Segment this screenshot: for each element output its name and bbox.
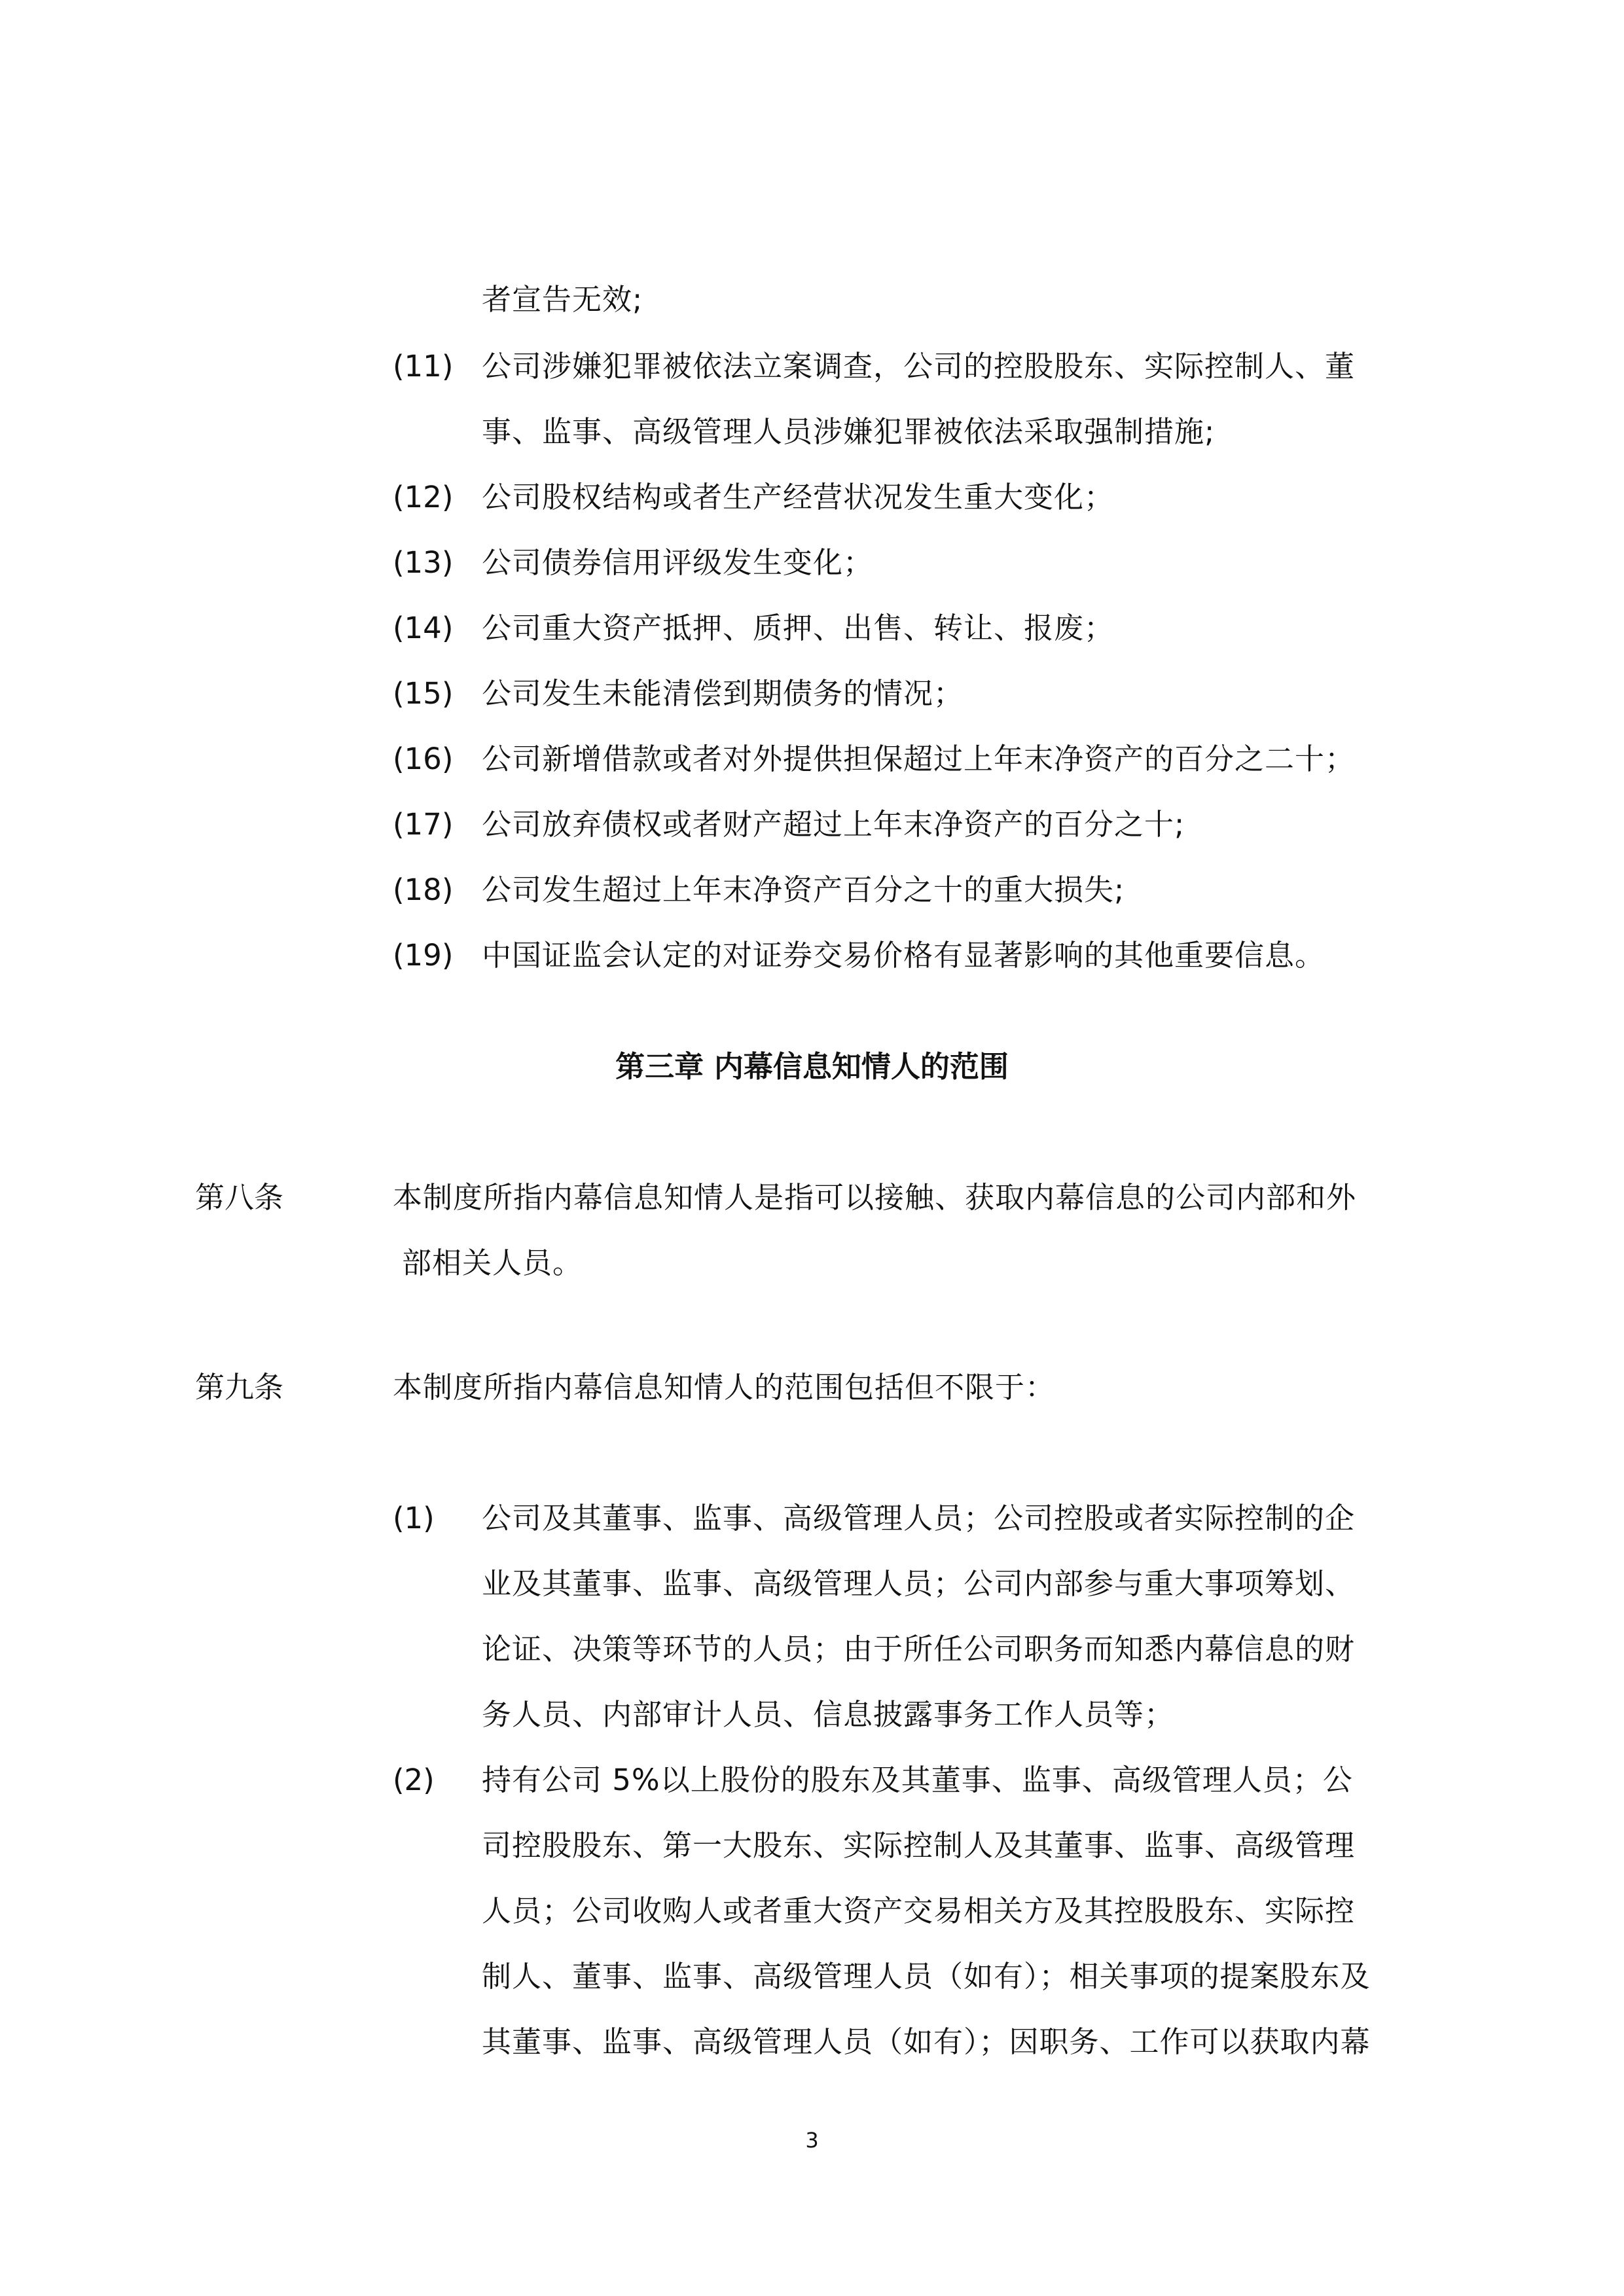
list-item-number: (19) <box>393 938 454 973</box>
article-label: 第九条 <box>195 1370 284 1405</box>
list-item-number: (2) <box>393 1763 435 1797</box>
page-number: 3 <box>805 2128 819 2153</box>
list-item-number: (13) <box>393 545 454 580</box>
list-item-number: (18) <box>393 872 454 907</box>
list-item-text: 人员；公司收购人或者重大资产交易相关方及其控股股东、实际控 <box>482 1893 1356 1928</box>
list-item-text: 公司发生超过上年末净资产百分之十的重大损失; <box>482 872 1125 907</box>
list-item-text: 公司重大资产抵押、质押、出售、转让、报废； <box>482 611 1115 645</box>
list-item-number: (17) <box>393 807 454 842</box>
list-item-text: 持有公司 5%以上股份的股东及其董事、监事、高级管理人员；公 <box>482 1763 1353 1797</box>
list-item-text: 公司债券信用评级发生变化； <box>482 545 874 580</box>
list-item-text: 公司发生未能清偿到期债务的情况； <box>482 676 964 711</box>
article-text: 部相关人员。 <box>402 1246 583 1280</box>
list-item-text: 事、监事、高级管理人员涉嫌犯罪被依法采取强制措施; <box>482 414 1216 449</box>
list-item-number: (11) <box>393 349 454 384</box>
list-item-text: 司控股股东、第一大股东、实际控制人及其董事、监事、高级管理 <box>482 1828 1356 1863</box>
list-item-text: 公司新增借款或者对外提供担保超过上年末净资产的百分之二十； <box>482 742 1356 776</box>
list-item-text: 公司股权结构或者生产经营状况发生重大变化； <box>482 480 1115 514</box>
list-item-text: 论证、决策等环节的人员；由于所任公司职务而知悉内幕信息的财 <box>482 1632 1356 1666</box>
list-item-text: 中国证监会认定的对证券交易价格有显著影响的其他重要信息。 <box>482 938 1326 973</box>
list-item-text: 其董事、监事、高级管理人员（如有）；因职务、工作可以获取内幕 <box>482 2024 1371 2059</box>
list-item-text: 务人员、内部审计人员、信息披露事务工作人员等； <box>482 1697 1175 1732</box>
article-label: 第八条 <box>195 1180 284 1215</box>
list-item-text: 业及其董事、监事、高级管理人员；公司内部参与重大事项筹划、 <box>482 1566 1356 1601</box>
article-text: 本制度所指内幕信息知情人是指可以接触、获取内幕信息的公司内部和外 <box>393 1180 1357 1215</box>
list-item-number: (12) <box>393 480 454 514</box>
list-continuation-text: 者宣告无效; <box>482 282 643 317</box>
article-text: 本制度所指内幕信息知情人的范围包括但不限于： <box>393 1370 1056 1405</box>
list-item-text: 公司涉嫌犯罪被依法立案调查，公司的控股股东、实际控制人、董 <box>482 349 1356 384</box>
list-item-number: (15) <box>393 676 454 711</box>
list-item-number: (16) <box>393 742 454 776</box>
list-item-number: (1) <box>393 1501 435 1535</box>
chapter-heading: 第三章 内幕信息知情人的范围 <box>615 1049 1009 1084</box>
list-item-number: (14) <box>393 611 454 645</box>
list-item-text: 公司放弃债权或者财产超过上年末净资产的百分之十; <box>482 807 1185 842</box>
list-item-text: 制人、董事、监事、高级管理人员（如有）；相关事项的提案股东及 <box>482 1959 1371 1994</box>
list-item-text: 公司及其董事、监事、高级管理人员；公司控股或者实际控制的企 <box>482 1501 1356 1535</box>
